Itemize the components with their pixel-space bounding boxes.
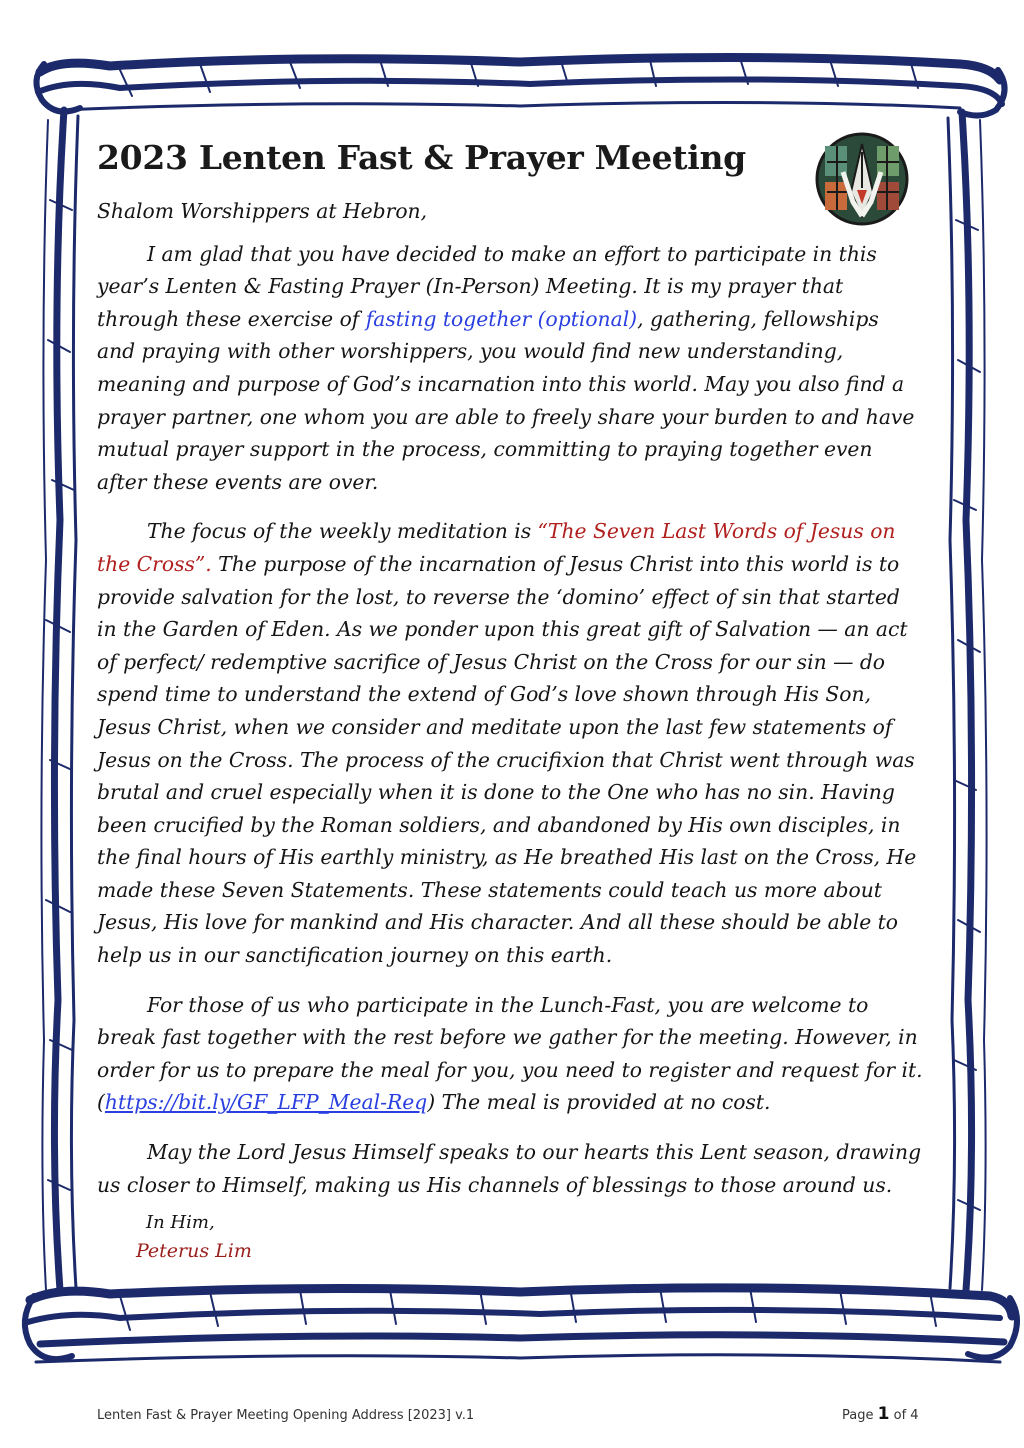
fasting-together-link[interactable]: fasting together (optional): [365, 306, 638, 331]
paragraph-focus-part2: The purpose of the incarnation of Jesus Christ into this world is to provide salvation for the lost, to reverse the ‘domino’ effect of sin that started in the Garden of Eden. As we ponder upon this great gift of Salvation — an act of perfect/ redemptive sacrifice of Jesus Christ on the Cross for our sin — do spend time to understand the extend of God’s love shown through His Son, Jesus Christ, when we consider and meditate upon the last few statements of Jesus on the Cross. The process of the crucifixion that Christ went through was brutal and cruel especially when it is done to the One who has no sin. Having been crucified by the Roman soldiers, and abandoned by His own disciples, in the final hours of His earthly ministry, as He breathed His last on the Cross, He made these Seven Statements. These statements could teach us more about Jesus, His love for mankind and His character. And all these should be able to help us in our sanctification journey on this earth.: [97, 551, 917, 968]
meal-request-link[interactable]: https://bit.ly/GF_LFP_Meal-Req: [104, 1090, 428, 1115]
page-total: of 4: [893, 1408, 919, 1423]
paragraph-meal-part2: ) The meal is provided at no cost.: [427, 1090, 771, 1115]
page-indicator: [842, 1404, 919, 1424]
page-prefix: Page: [842, 1408, 874, 1423]
page-number: 1: [877, 1404, 890, 1424]
letter-body: [97, 195, 923, 1218]
footer-document-label: Lenten Fast & Prayer Meeting Opening Address [2023] v.1: [97, 1408, 475, 1423]
paragraph-meal: [97, 989, 923, 1119]
paragraph-focus-part1: The focus of the weekly meditation is: [147, 519, 538, 544]
signature: Peterus Lim: [136, 1240, 252, 1262]
greeting: Shalom Worshippers at Hebron,: [97, 199, 428, 223]
page-title: 2023 Lenten Fast & Prayer Meeting: [97, 138, 746, 177]
paragraph-intro: [97, 238, 923, 499]
paragraph-intro-part2: , gathering, fellowships and praying with other worshippers, you would find new understanding, meaning and purpose of God’s incarnation into this world. May you also find a prayer partner, one whom you are able to freely share your burden to and have mutual prayer support in the process, committing to praying together even after these events are over.: [97, 306, 915, 494]
paragraph-blessing: May the Lord Jesus Himself speaks to our hearts this Lent season, drawing us closer to Himself, making us His channels of blessings to those around us.: [97, 1140, 922, 1197]
paragraph-meal-part1: For those of us who participate in the Lunch-Fast, you are welcome to break fast together with the rest before we gather for the meeting. However, in order for us to prepare the meal for you, you need to register and request for it. (: [97, 992, 923, 1115]
signoff: In Him,: [146, 1212, 215, 1233]
seven-last-words-quote: “The Seven Last Words of Jesus on the Cross”.: [97, 519, 896, 576]
paragraph-focus: [97, 515, 923, 971]
paragraph-intro-part1: I am glad that you have decided to make an effort to participate in this year’s Lenten & Fasting Prayer (In-Person) Meeting. It is my prayer that through these exercise of: [97, 241, 877, 331]
